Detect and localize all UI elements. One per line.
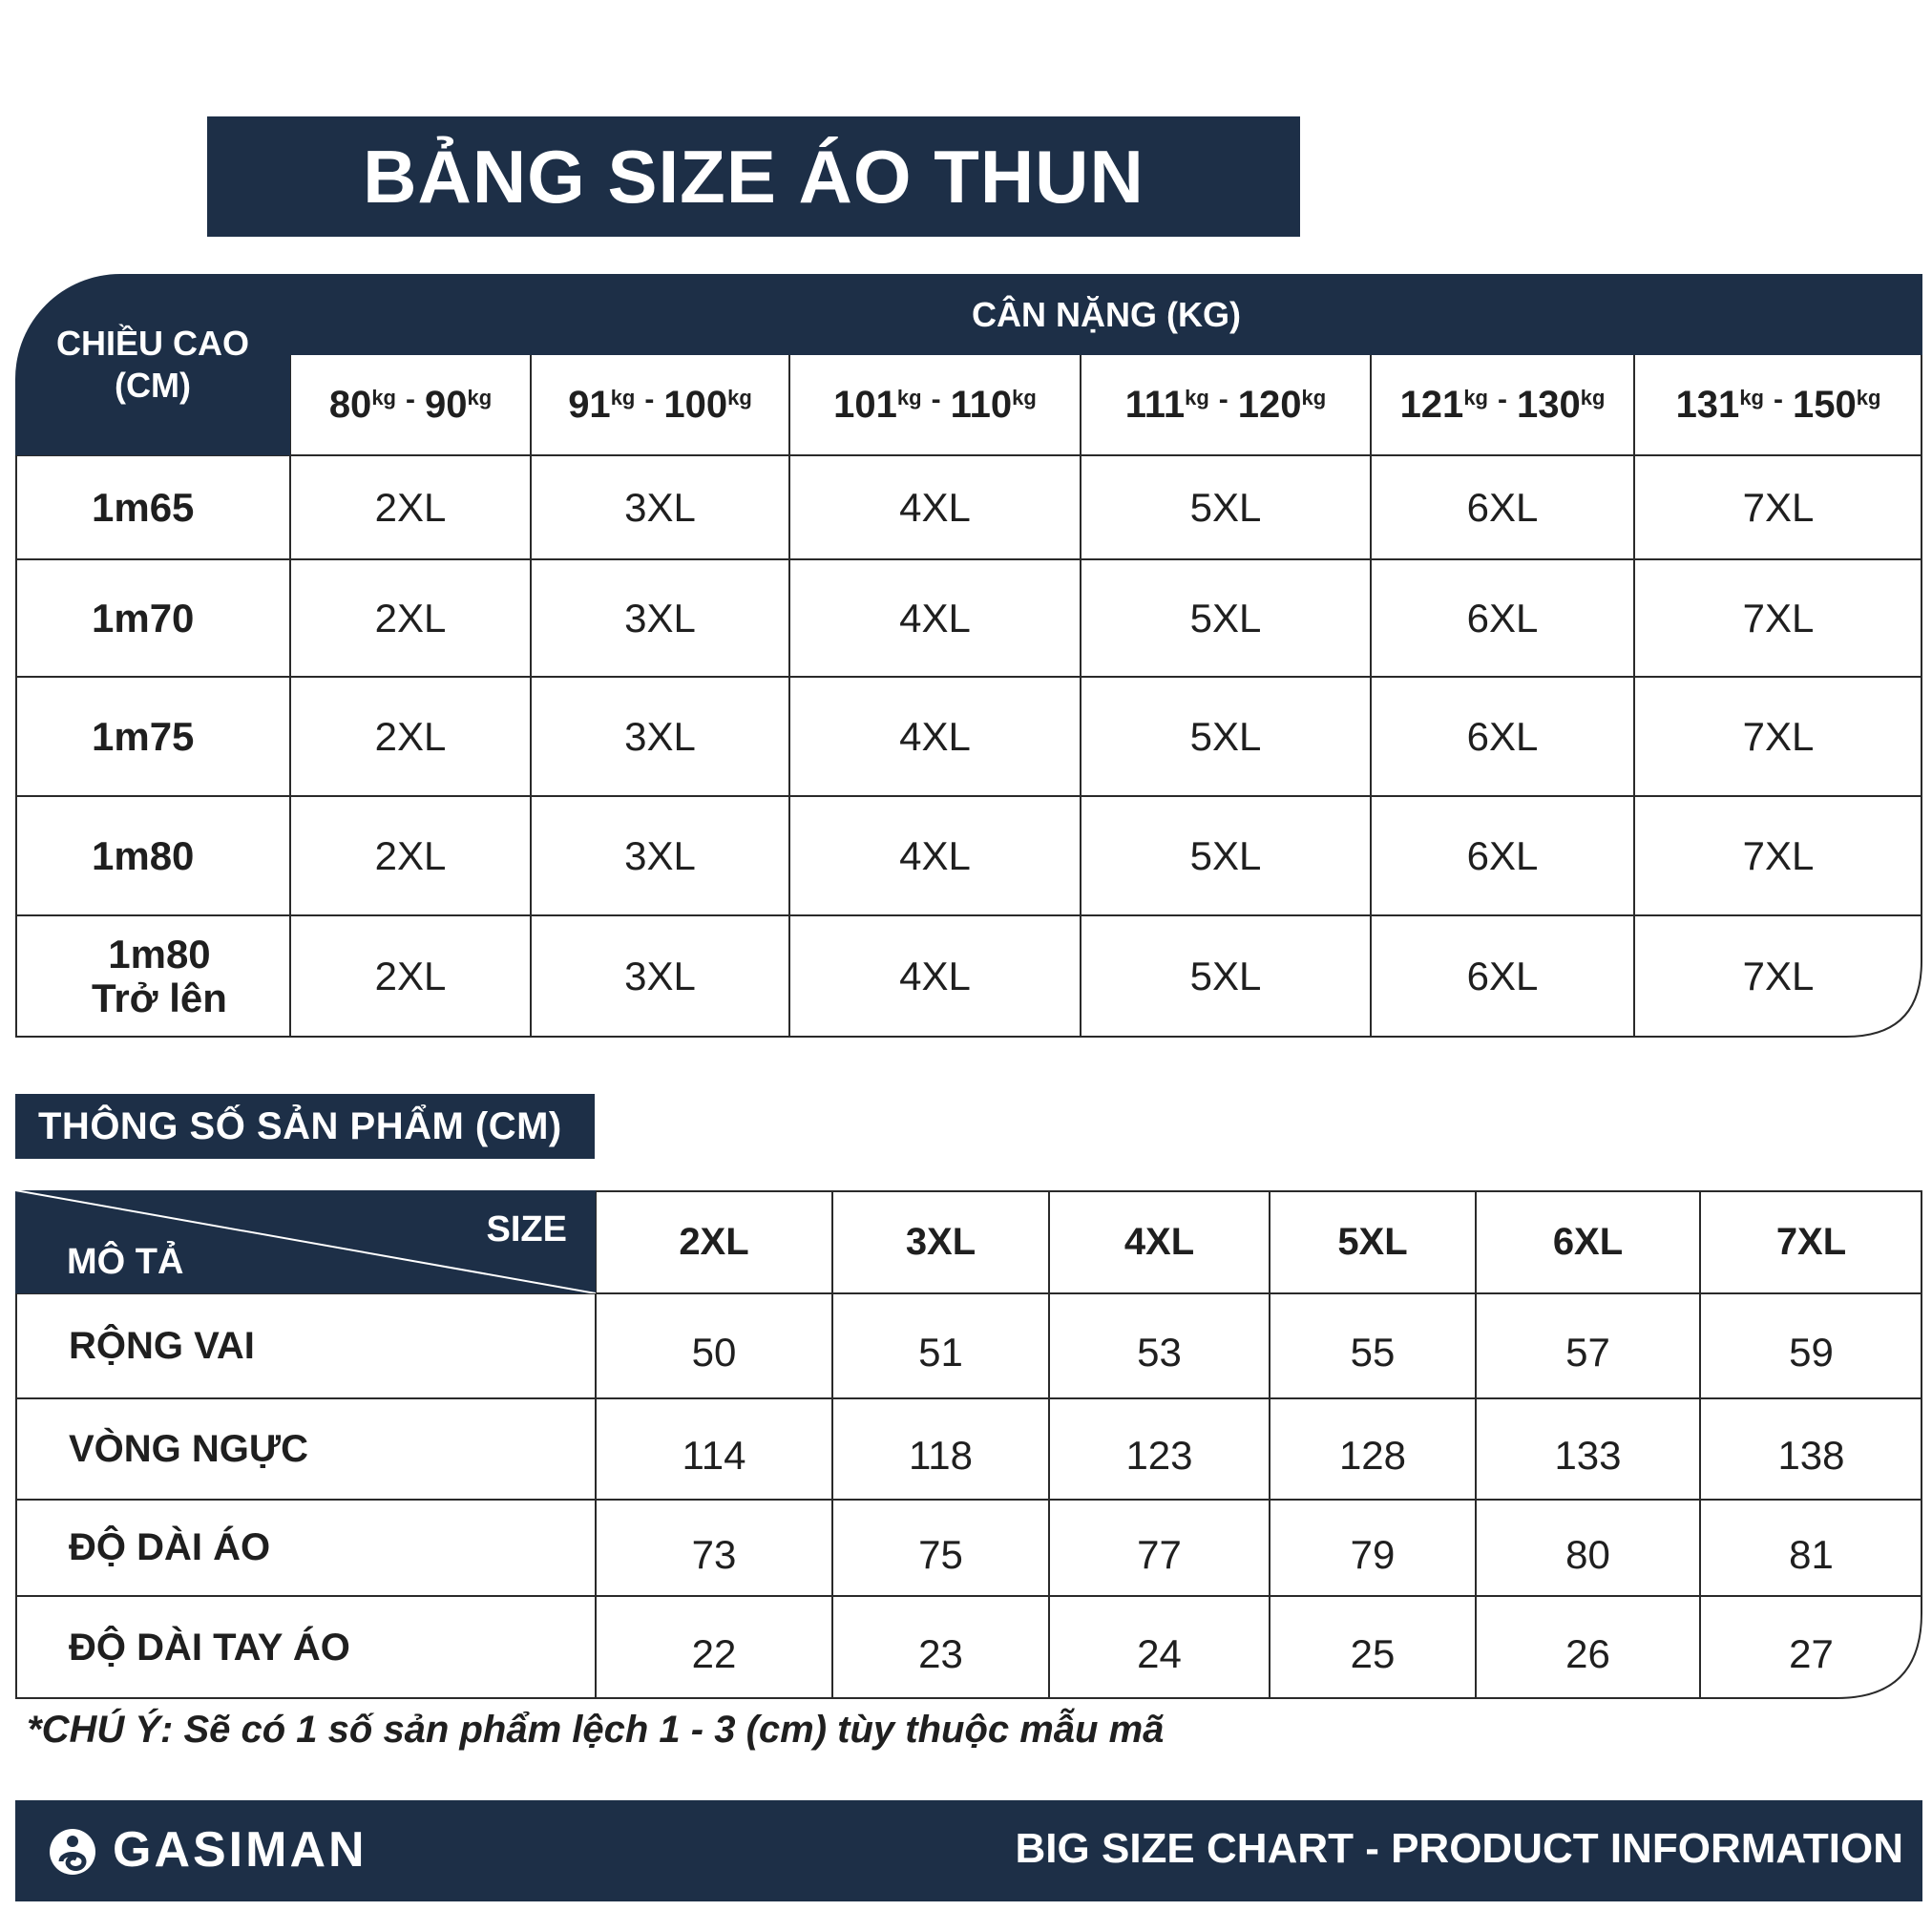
- weight-unit: kg: [1185, 385, 1209, 410]
- title-banner: [207, 116, 1300, 237]
- measurement-value-cell: 57: [1565, 1330, 1610, 1375]
- size-value-cell: 7XL: [1742, 954, 1815, 998]
- weight-header-label: CÂN NẶNG (KG): [972, 294, 1241, 334]
- weight-unit: kg: [1580, 385, 1606, 410]
- height-label: 1m65: [92, 484, 195, 530]
- measurement-label: ĐỘ DÀI ÁO: [69, 1526, 271, 1568]
- measurement-value-cell: 59: [1789, 1330, 1834, 1375]
- size-value-cell: 2XL: [374, 713, 447, 759]
- measurement-value-cell: 26: [1565, 1631, 1610, 1676]
- weight-unit: kg: [371, 385, 396, 410]
- weight-to: 110: [950, 384, 1013, 426]
- size-column-header: 4XL: [1124, 1220, 1195, 1263]
- measurement-value-cell: 118: [909, 1433, 973, 1478]
- spec-table: [15, 1190, 1922, 1699]
- weight-unit: kg: [1012, 385, 1037, 410]
- weight-header: [290, 274, 1922, 355]
- footer-bar: [15, 1800, 1922, 1901]
- measurement-value-cell: 81: [1789, 1531, 1834, 1577]
- weight-unit: kg: [896, 385, 922, 410]
- height-header-label: CHIỀU CAO (CM): [55, 324, 249, 405]
- spec-corner-header: [15, 1190, 596, 1293]
- range-dash: -: [406, 383, 415, 415]
- weight-range-cell: [789, 355, 1081, 455]
- measurement-value-cell: 75: [918, 1531, 963, 1577]
- size-column-header: 5XL: [1337, 1220, 1408, 1263]
- measurement-label: ĐỘ DÀI TAY ÁO: [69, 1626, 350, 1669]
- size-value-cell: 3XL: [624, 954, 696, 998]
- size-value-cell: 7XL: [1742, 713, 1815, 759]
- size-value-cell: 4XL: [899, 954, 971, 998]
- size-value-cell: 7XL: [1742, 595, 1815, 640]
- size-column-header: 7XL: [1775, 1220, 1847, 1263]
- weight-unit: kg: [1856, 385, 1881, 410]
- size-value-cell: 3XL: [624, 832, 696, 878]
- measurement-label: VÒNG NGỰC: [69, 1427, 308, 1470]
- weight-from: 101: [833, 384, 897, 426]
- measurement-value-cell: 51: [918, 1330, 963, 1375]
- range-dash: -: [644, 383, 655, 415]
- size-value-cell: 7XL: [1742, 484, 1815, 530]
- weight-unit: kg: [467, 385, 493, 410]
- size-value-cell: 4XL: [899, 832, 971, 878]
- range-dash: -: [931, 383, 941, 415]
- size-column-header: 6XL: [1552, 1220, 1624, 1263]
- size-value-cell: 2XL: [374, 484, 447, 530]
- weight-from: 91: [568, 384, 611, 426]
- measurement-value-cell: 23: [918, 1631, 963, 1676]
- size-value-cell: 4XL: [899, 484, 971, 530]
- spec-corner-desc: MÔ TẢ: [67, 1242, 184, 1282]
- height-label: 1m80 Trở lên: [92, 932, 227, 1020]
- size-value-cell: 2XL: [374, 595, 447, 640]
- size-value-cell: 5XL: [1189, 484, 1262, 530]
- height-header: [15, 274, 290, 455]
- weight-unit: kg: [1463, 385, 1488, 410]
- height-label: 1m75: [92, 713, 195, 759]
- spec-section-label: [15, 1094, 595, 1159]
- weight-from: 80: [328, 384, 372, 426]
- measurement-value-cell: 80: [1565, 1531, 1610, 1577]
- size-value-cell: 4XL: [899, 595, 971, 640]
- size-value-cell: 6XL: [1466, 832, 1539, 878]
- page-title: BẢNG SIZE ÁO THUN: [363, 134, 1144, 219]
- size-value-cell: 3XL: [624, 595, 696, 640]
- spec-section-label-text: THÔNG SỐ SẢN PHẨM (CM): [38, 1104, 562, 1147]
- size-value-cell: 7XL: [1742, 832, 1815, 878]
- measurement-value-cell: 27: [1789, 1631, 1834, 1676]
- weight-range-cell: [1081, 355, 1371, 455]
- weight-from: 121: [1399, 384, 1464, 426]
- size-value-cell: 6XL: [1466, 954, 1539, 998]
- height-label: 1m80: [92, 832, 195, 878]
- range-dash: -: [1498, 383, 1507, 415]
- weight-range-cell: [1634, 355, 1922, 455]
- range-dash: -: [1774, 383, 1783, 415]
- measurement-value-cell: 114: [682, 1433, 746, 1478]
- size-value-cell: 3XL: [624, 484, 696, 530]
- weight-range-cell: [531, 355, 789, 455]
- weight-to: 100: [663, 384, 728, 426]
- measurement-value-cell: 79: [1350, 1531, 1396, 1577]
- size-value-cell: 2XL: [374, 832, 447, 878]
- brand-name: GASIMAN: [113, 1822, 368, 1878]
- size-column-header: 2XL: [679, 1220, 749, 1263]
- measurement-value-cell: 77: [1137, 1531, 1182, 1577]
- measurement-value-cell: 53: [1137, 1330, 1182, 1375]
- measurement-value-cell: 138: [1777, 1433, 1845, 1478]
- size-value-cell: 5XL: [1189, 595, 1262, 640]
- range-dash: -: [1218, 383, 1228, 415]
- weight-from: 111: [1124, 384, 1186, 426]
- measurement-value-cell: 73: [691, 1531, 737, 1577]
- measurement-value-cell: 25: [1350, 1631, 1396, 1676]
- size-value-cell: 5XL: [1189, 954, 1262, 998]
- footer-tagline: BIG SIZE CHART - PRODUCT INFORMATION: [1015, 1825, 1903, 1872]
- size-value-cell: 6XL: [1466, 484, 1539, 530]
- size-value-cell: 6XL: [1466, 595, 1539, 640]
- size-table: [15, 274, 1922, 1038]
- measurement-value-cell: 24: [1137, 1631, 1182, 1676]
- spec-corner-size: SIZE: [486, 1209, 567, 1250]
- size-value-cell: 2XL: [374, 954, 447, 998]
- size-value-cell: 5XL: [1189, 832, 1262, 878]
- brand-logo-icon: [48, 1827, 97, 1877]
- measurement-value-cell: 50: [691, 1330, 737, 1375]
- size-value-cell: 5XL: [1189, 713, 1262, 759]
- measurement-value-cell: 128: [1338, 1433, 1407, 1478]
- weight-range-cell: [290, 355, 531, 455]
- size-column-header: 3XL: [905, 1220, 976, 1263]
- measurement-value-cell: 133: [1554, 1433, 1622, 1478]
- weight-to: 130: [1517, 384, 1581, 426]
- height-label: 1m70: [92, 595, 195, 640]
- measurement-value-cell: 123: [1125, 1433, 1193, 1478]
- weight-to: 120: [1237, 384, 1302, 426]
- measurement-value-cell: 55: [1350, 1330, 1396, 1375]
- weight-unit: kg: [727, 385, 752, 410]
- weight-from: 131: [1675, 384, 1740, 426]
- weight-to: 150: [1793, 384, 1857, 426]
- size-value-cell: 6XL: [1466, 713, 1539, 759]
- note-text: *CHÚ Ý: Sẽ có 1 số sản phẩm lệch 1 - 3 (cm) tùy thuộc mẫu mã: [27, 1709, 1165, 1751]
- weight-unit: kg: [1301, 385, 1327, 410]
- measurement-value-cell: 22: [691, 1631, 737, 1676]
- weight-to: 90: [425, 384, 468, 426]
- size-value-cell: 4XL: [899, 713, 971, 759]
- size-value-cell: 3XL: [624, 713, 696, 759]
- weight-unit: kg: [1739, 385, 1764, 410]
- weight-unit: kg: [610, 385, 636, 410]
- weight-range-cell: [1371, 355, 1634, 455]
- measurement-label: RỘNG VAI: [69, 1324, 255, 1367]
